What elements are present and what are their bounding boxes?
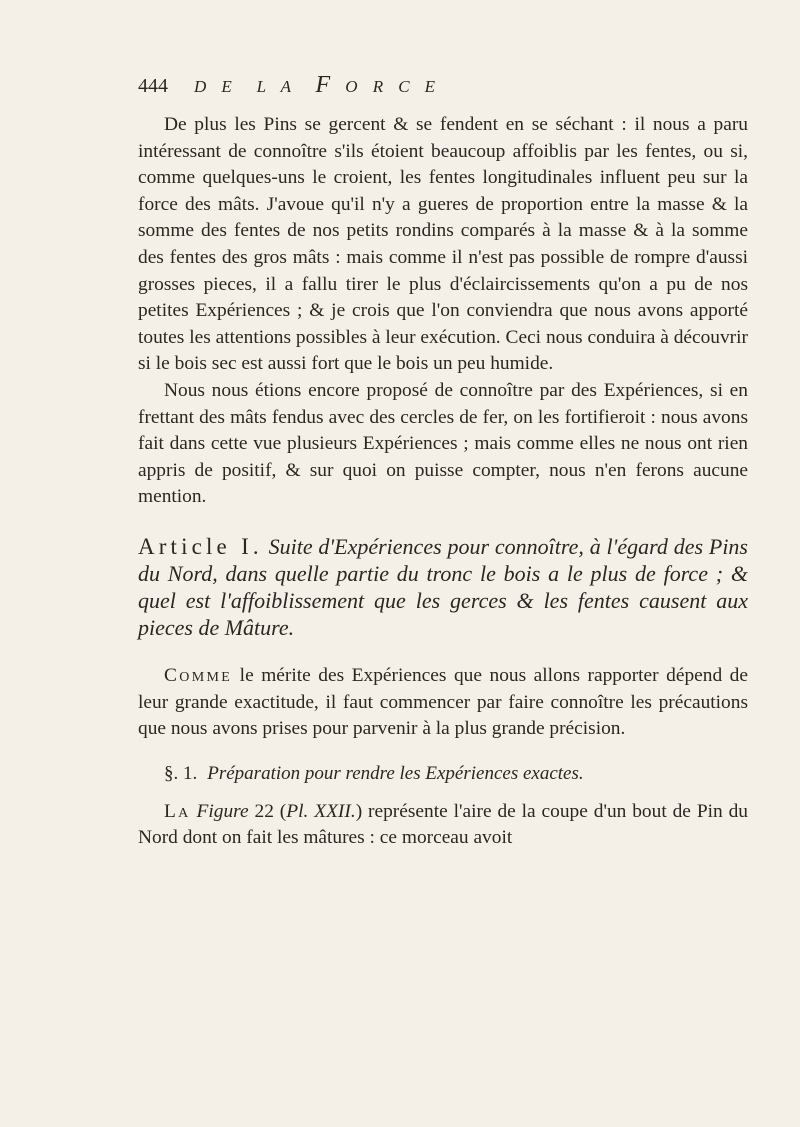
running-title-a: D E L A bbox=[194, 77, 316, 96]
section-number: §. 1. bbox=[164, 762, 198, 784]
paragraph-4 bbox=[138, 799, 748, 852]
paragraph-4-text-a: 22 ( bbox=[248, 800, 287, 822]
section-heading bbox=[138, 761, 748, 787]
paragraph-2: Nous nous étions encore proposé de connoître par des Expériences, si en frettant des mâts fendus avec des cercles de fer, on les fortifieroit : nous avons fait dans cette vue plusieurs Expériences ; mais comme elles ne nous ont rien appris de positif, & sur quoi on puisse compter, nous n'en ferons aucune mention. bbox=[138, 379, 748, 508]
article-title: Suite d'Expériences pour connoître, à l'égard des Pins du Nord, dans quelle partie du tronc le bois a le plus de force ; & quel est l'affoiblissement que les gerces & les fentes causent aux pieces de Mâture. bbox=[138, 533, 748, 640]
article-label: Article I. bbox=[138, 533, 263, 559]
section-title: Préparation pour rendre les Expériences exactes. bbox=[207, 762, 584, 784]
page-number: 444 bbox=[138, 75, 168, 97]
paragraph-3-lead: Comme bbox=[164, 664, 233, 686]
running-title-initial: F bbox=[315, 72, 336, 98]
paragraph-3 bbox=[138, 663, 748, 743]
running-title-c: O R C E bbox=[335, 77, 441, 96]
running-head bbox=[138, 72, 748, 106]
figure-ref: Figure bbox=[196, 800, 249, 822]
paragraph-4-lead: La bbox=[164, 800, 191, 822]
article-heading bbox=[138, 533, 748, 641]
paragraph-3-text: le mérite des Expériences que nous allons rapporter dépend de leur grande exactitude, il faut commencer par faire connoître les précautions que nous avons prises pour parvenir à la plus grande précision. bbox=[138, 664, 748, 740]
paragraph-4-text-b: ) représente l'aire de la coupe d'un bout de Pin du Nord dont on fait les mâtures : ce morceau avoit bbox=[138, 800, 748, 849]
plate-ref: Pl. XXII. bbox=[286, 800, 356, 822]
paragraph-1: De plus les Pins se gercent & se fendent en se séchant : il nous a paru intéressant de connoître s'ils étoient beaucoup affoiblis par les fentes, ou si, comme quelques-uns le croient, les fentes longitudinales influent peu sur la force des mâts. J'avoue qu'il n'y a gueres de proportion entre la masse & la somme des fentes de nos petits rondins comparés à la masse & à la somme des fentes des gros mâts : mais comme il n'est pas possible de rompre d'aussi grosses pieces, il a fallu tirer le plus d'éclaircissements qu'on a pu de nos petites Expériences ; & je crois que l'on conviendra que nous avons apporté toutes les attentions possibles à leur exécution. Ceci nous conduira à découvrir si le bois sec est aussi fort que le bois un peu humide. bbox=[138, 114, 748, 375]
